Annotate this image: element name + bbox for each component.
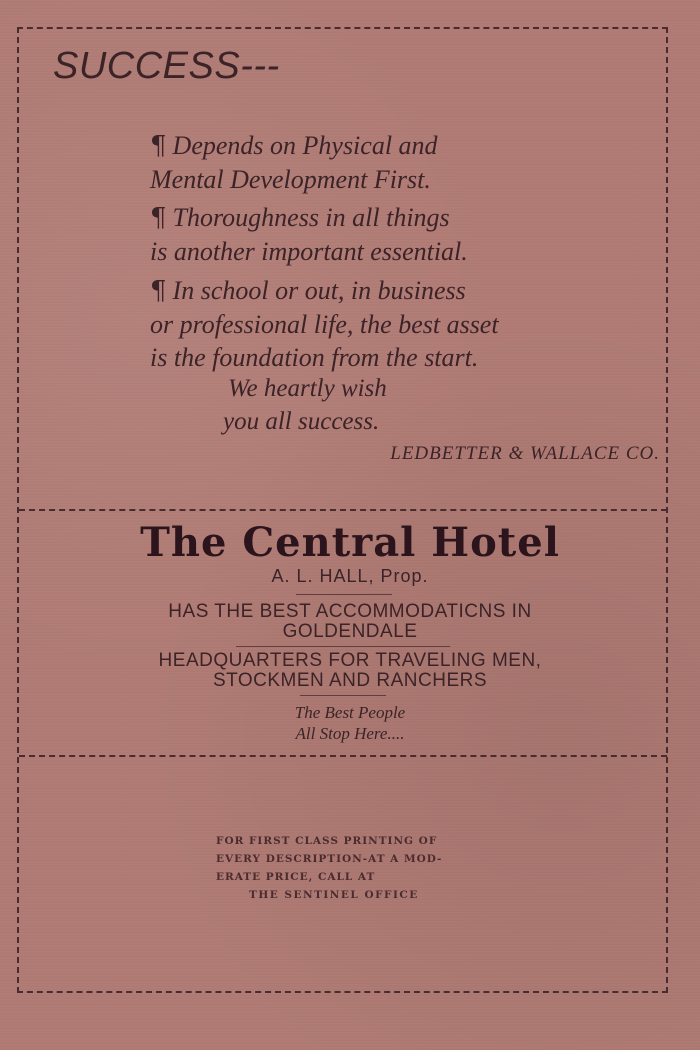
hotel-title: The Central Hotel bbox=[140, 519, 560, 566]
hotel-line-2: GOLDENDALE bbox=[282, 621, 418, 642]
printing-line: FOR FIRST CLASS PRINTING OF bbox=[216, 835, 438, 847]
hotel-slogan bbox=[0, 702, 700, 744]
paragraph-line: or professional life, the best asset bbox=[150, 310, 499, 339]
hotel-line-1: HAS THE BEST ACCOMMODATICNS IN bbox=[168, 601, 532, 622]
printing-line: ERATE PRICE, CALL AT bbox=[216, 871, 376, 883]
printing-line: EVERY DESCRIPTION-AT A MOD- bbox=[216, 853, 443, 865]
wish-line: you all success. bbox=[223, 408, 380, 435]
paragraph-line: is the foundation from the start. bbox=[150, 343, 479, 372]
slogan-line: The Best People bbox=[294, 703, 406, 722]
printing-text bbox=[216, 832, 486, 886]
divider-rule bbox=[300, 695, 386, 696]
pilcrow-icon: ¶ bbox=[150, 276, 167, 306]
paragraph-line: Depends on Physical and bbox=[172, 131, 438, 160]
divider-rule bbox=[296, 594, 392, 595]
success-paragraph-3 bbox=[150, 274, 510, 374]
pilcrow-icon: ¶ bbox=[150, 203, 167, 233]
paragraph-line: Thoroughness in all things bbox=[172, 203, 450, 232]
pilcrow-icon: ¶ bbox=[150, 131, 167, 161]
paragraph-line: is another important essential. bbox=[150, 237, 468, 266]
wish-line: We heartly wish bbox=[228, 375, 387, 402]
divider-rule bbox=[236, 646, 450, 647]
hotel-line-3: HEADQUARTERS FOR TRAVELING MEN, bbox=[158, 650, 542, 671]
paragraph-line: Mental Development First. bbox=[150, 165, 431, 194]
printing-office: THE SENTINEL OFFICE bbox=[249, 889, 419, 901]
success-paragraph-1 bbox=[150, 129, 510, 196]
hotel-line-4: STOCKMEN AND RANCHERS bbox=[212, 670, 488, 691]
wish-text bbox=[223, 372, 387, 438]
success-paragraph-2 bbox=[150, 201, 510, 268]
section-divider bbox=[19, 509, 667, 511]
success-heading: SUCCESS--- bbox=[53, 45, 280, 87]
slogan-line: All Stop Here.... bbox=[295, 724, 405, 743]
section-divider bbox=[19, 755, 667, 757]
hotel-proprietor: A. L. HALL, Prop. bbox=[271, 566, 429, 586]
advertiser-signature: LEDBETTER & WALLACE CO. bbox=[390, 443, 660, 464]
paragraph-line: In school or out, in business bbox=[172, 276, 466, 305]
